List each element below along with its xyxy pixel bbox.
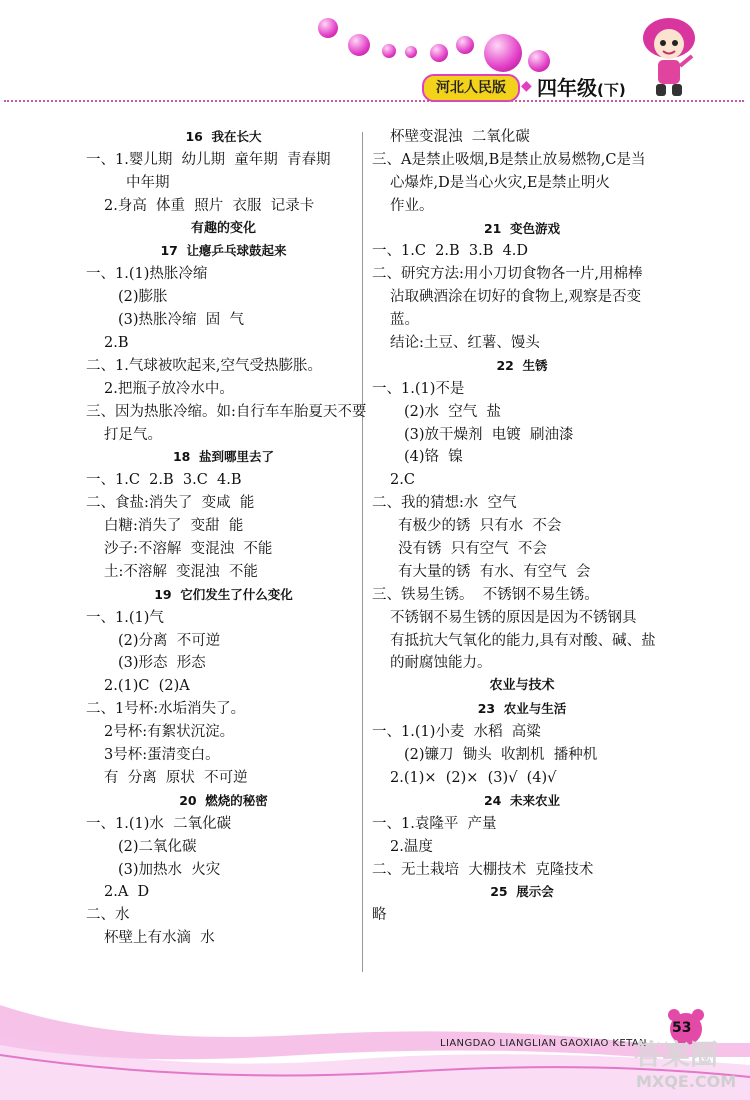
lesson-title: 19 它们发生了什么变化	[154, 586, 293, 602]
answer-line: 有 分离 原状 不可逆	[104, 769, 248, 786]
answer-line: (2)镰刀 锄头 收割机 播种机	[404, 747, 598, 764]
unit-title: 农业与技术	[489, 678, 555, 694]
answer-line: (3)加热水 火灾	[118, 861, 221, 878]
lesson-title: 25 展示会	[490, 884, 554, 900]
answer-line: 一、1.袁隆平 产量	[372, 815, 497, 832]
lesson-title: 23 农业与生活	[477, 701, 567, 717]
answer-line: 2号杯:有絮状沉淀。	[104, 724, 235, 741]
answer-line: 二、水	[86, 907, 130, 924]
answer-line: 不锈钢不易生锈的原因是因为不锈钢具	[390, 609, 637, 626]
answer-line: 三、A是禁止吸烟,B是禁止放易燃物,C是当	[372, 151, 646, 168]
answer-line: 一、1.(1)不是	[372, 380, 465, 397]
watermark-url: MXQE.COM	[636, 1072, 737, 1091]
answer-line: 一、1.婴儿期 幼儿期 童年期 青春期	[86, 151, 331, 168]
answer-line: 白糖:消失了 变甜 能	[104, 518, 244, 535]
lesson-title: 21 变色游戏	[483, 220, 561, 236]
page-number: 53	[672, 1020, 692, 1036]
answer-line: 3号杯:蛋清变白。	[104, 747, 220, 764]
answer-line: (3)形态 形态	[118, 655, 206, 672]
watermark-text: 答案圈	[634, 1038, 719, 1071]
page-header	[0, 0, 750, 110]
answer-line: (3)热胀冷缩 固 气	[118, 312, 244, 329]
lesson-title: 16 我在长大	[185, 129, 262, 144]
answer-line: 三、因为热胀冷缩。如:自行车车胎夏天不要	[86, 403, 367, 420]
lesson-title: 20 燃烧的秘密	[179, 792, 268, 808]
answer-line: 三、铁易生锈。 不锈钢不易生锈。	[372, 586, 599, 603]
diamond-icon: ◆	[521, 78, 532, 94]
answer-line: 2.A D	[104, 884, 150, 901]
answer-line: 一、1.(1)水 二氧化碳	[86, 815, 232, 832]
grade-label	[537, 72, 626, 101]
unit-title: 有趣的变化	[190, 220, 256, 236]
answer-line: (2)二氧化碳	[118, 838, 197, 855]
answer-line: 沾取碘酒涂在切好的食物上,观察是否变	[390, 289, 642, 306]
answer-line: 二、1.气球被吹起来,空气受热膨胀。	[86, 357, 322, 374]
answer-line: 二、1号杯:水垢消失了。	[86, 701, 246, 718]
answer-line: 杯壁变混浊 二氧化碳	[390, 129, 530, 145]
answer-line: 二、研究方法:用小刀切食物各一片,用棉棒	[372, 266, 643, 283]
answer-line: 2.把瓶子放冷水中。	[104, 380, 234, 397]
lesson-title: 17 让瘪乒乓球鼓起来	[160, 243, 287, 259]
answer-line: (4)铬 镍	[404, 449, 463, 466]
answer-line: (2)水 空气 盐	[404, 403, 501, 420]
lesson-title: 22 生锈	[496, 357, 548, 373]
answer-line: 一、1.(1)气	[86, 609, 164, 626]
answer-line: 没有锈 只有空气 不会	[398, 541, 547, 558]
publisher-badge: 河北人民版	[422, 74, 520, 102]
answer-line: 有极少的锈 只有水 不会	[398, 518, 562, 535]
answer-line: 一、1.C 2.B 3.B 4.D	[372, 243, 529, 260]
answer-line: 蓝。	[390, 312, 419, 329]
answer-line: 中年期	[126, 174, 170, 191]
answer-line: 一、1.(1)热胀冷缩	[86, 266, 208, 283]
answer-line: 2.C	[390, 472, 415, 489]
answer-line: 心爆炸,D是当心火灾,E是禁止明火	[390, 174, 610, 191]
answer-line: 2.B	[104, 335, 129, 352]
answer-line: (3)放干燥剂 电镀 刷油漆	[404, 426, 574, 443]
answer-line: 二、食盐:消失了 变咸 能	[86, 495, 255, 512]
answer-line: 作业。	[390, 197, 434, 214]
header-divider	[4, 100, 744, 102]
answer-line: 二、无土栽培 大棚技术 克隆技术	[372, 861, 594, 878]
answer-line: 一、1.C 2.B 3.C 4.B	[86, 472, 242, 489]
answer-line: 结论:土豆、红薯、馒头	[390, 335, 540, 352]
answer-column-left	[86, 126, 367, 950]
grade-term: (下)	[597, 81, 626, 99]
answer-line: 二、我的猜想:水 空气	[372, 495, 517, 512]
answer-column-right	[372, 126, 672, 927]
grade-text: 四年级	[537, 76, 597, 100]
answer-line: 杯壁上有水滴 水	[104, 930, 215, 947]
answer-line: 一、1.(1)小麦 水稻 高粱	[372, 724, 541, 741]
lesson-title: 18 盐到哪里去了	[172, 449, 275, 465]
answer-line: 打足气。	[104, 426, 162, 443]
answer-line: 沙子:不溶解 变混浊 不能	[104, 541, 273, 558]
mascot-icon	[640, 14, 698, 100]
answer-line: 2.(1)× (2)× (3)√ (4)√	[390, 769, 557, 786]
answer-line: 土:不溶解 变混浊 不能	[104, 563, 258, 580]
answer-line: 略	[372, 907, 387, 924]
answer-line: 2.温度	[390, 838, 433, 855]
answer-line: 的耐腐蚀能力。	[390, 655, 492, 672]
series-name: LIANGDAO LIANGLIAN GAOXIAO KETAN	[440, 1038, 647, 1049]
answer-line: (2)分离 不可逆	[118, 632, 221, 649]
answer-line: (2)膨胀	[118, 289, 168, 306]
lesson-title: 24 未来农业	[483, 792, 561, 808]
answer-line: 有抵抗大气氧化的能力,具有对酸、碱、盐	[390, 632, 656, 649]
answer-line: 2.(1)C (2)A	[104, 678, 190, 695]
answer-line: 有大量的锈 有水、有空气 会	[398, 563, 591, 580]
column-divider	[362, 132, 363, 972]
answer-line: 2.身高 体重 照片 衣服 记录卡	[104, 197, 315, 214]
